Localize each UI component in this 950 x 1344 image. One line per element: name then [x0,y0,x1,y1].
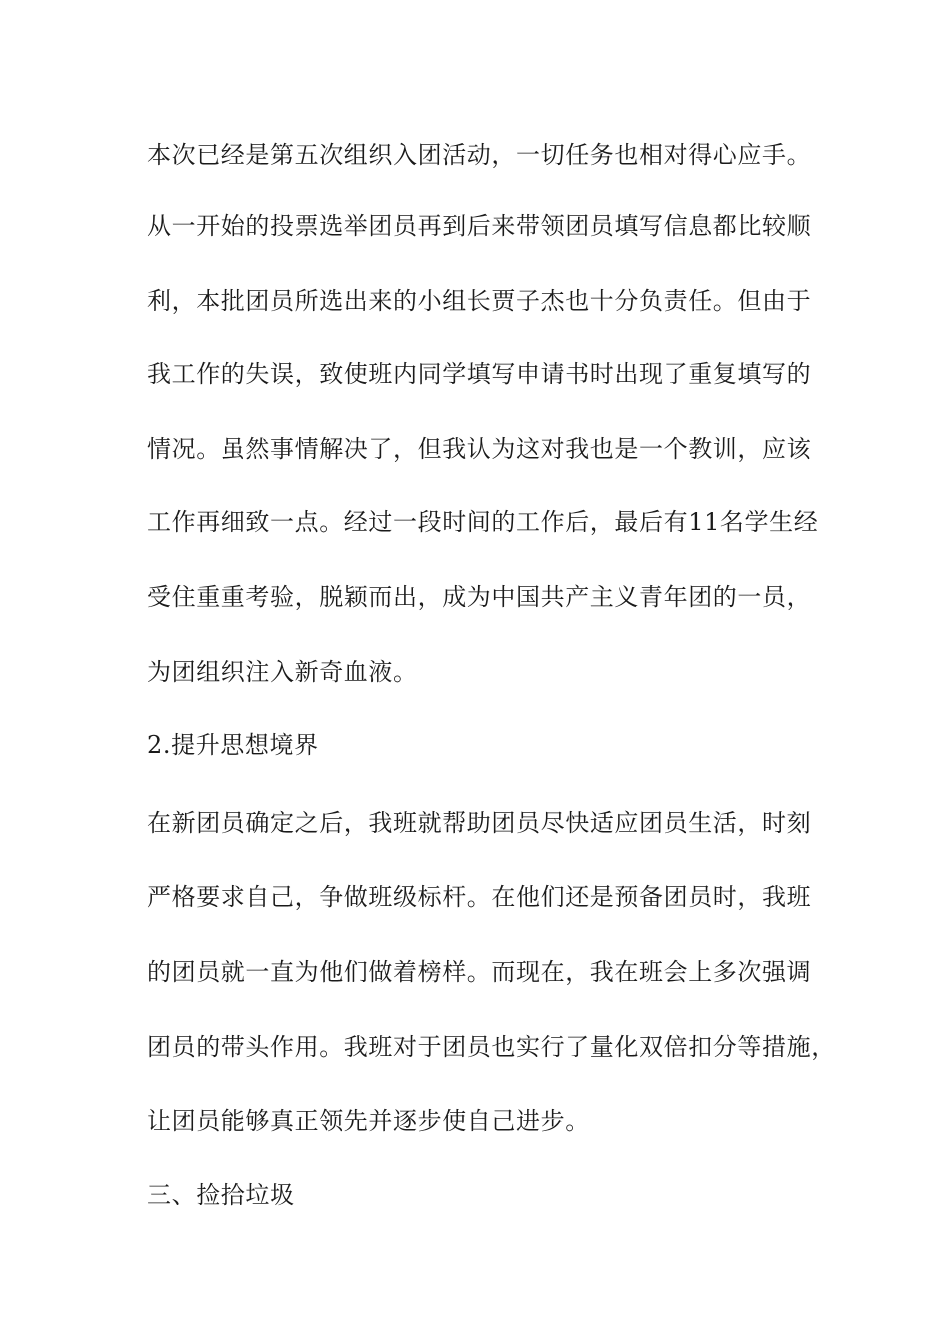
paragraph-line: 情况。虽然事情解决了，但我认为这对我也是一个教训，应该 [147,435,812,463]
paragraph-line: 本次已经是第五次组织入团活动，一切任务也相对得心应手。 [147,141,812,169]
paragraph-line: 在新团员确定之后，我班就帮助团员尽快适应团员生活，时刻 [147,809,812,837]
paragraph-line: 团员的带头作用。我班对于团员也实行了量化双倍扣分等措施， [147,1033,836,1061]
paragraph-line: 工作再细致一点。经过一段时间的工作后，最后有11名学生经 [147,508,819,536]
paragraph-line: 的团员就一直为他们做着榜样。而现在，我在班会上多次强调 [147,958,812,986]
section-heading: 三、捡拾垃圾 [147,1181,295,1209]
paragraph-line: 利，本批团员所选出来的小组长贾子杰也十分负责任。但由于 [147,287,812,315]
paragraph-line: 从一开始的投票选举团员再到后来带领团员填写信息都比较顺 [147,212,812,240]
paragraph-line: 受住重重考验，脱颖而出，成为中国共产主义青年团的一员， [147,583,812,611]
section-heading: 2.提升思想境界 [147,731,319,759]
paragraph-line: 严格要求自己，争做班级标杆。在他们还是预备团员时，我班 [147,883,812,911]
paragraph-line: 我工作的失误，致使班内同学填写申请书时出现了重复填写的 [147,360,812,388]
paragraph-line: 让团员能够真正领先并逐步使自己进步。 [147,1107,590,1135]
paragraph-line: 为团组织注入新奇血液。 [147,658,418,686]
